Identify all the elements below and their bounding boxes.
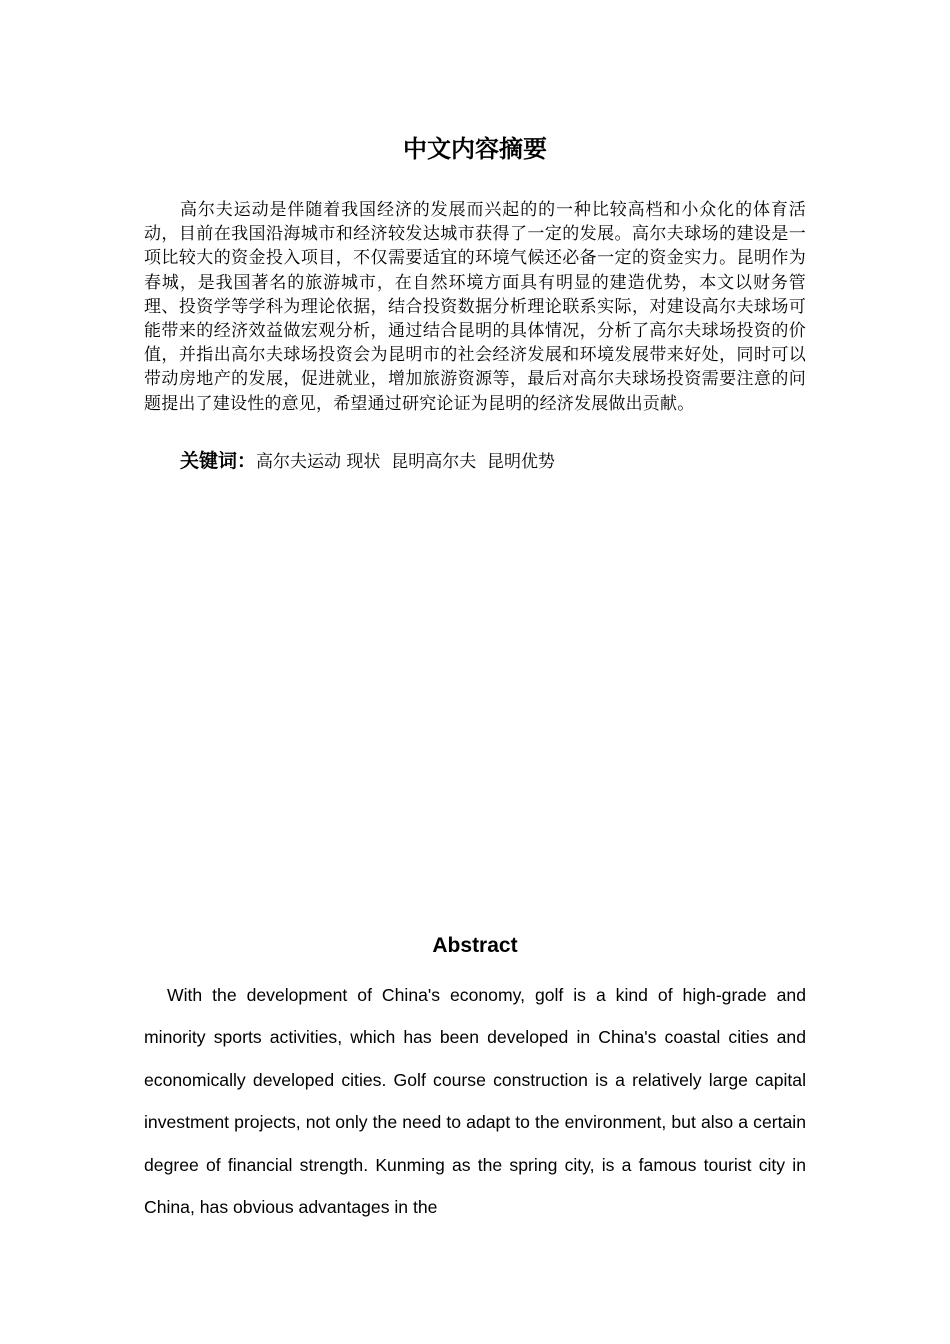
keywords-values: 高尔夫运动 现状 昆明高尔夫 昆明优势 — [256, 452, 556, 472]
chinese-abstract-body: 高尔夫运动是伴随着我国经济的发展而兴起的的一种比较高档和小众化的体育活动，目前在我国沿海城市和经济较发达城市获得了一定的发展。高尔夫球场的建设是一项比较大的资金投入项目，不仅需要适宜的环境气候还必备一定的资金实力。昆明作为春城，是我国著名的旅游城市，在自然环境方面具有明显的建造优势，本文以财务管理、投资学等学科为理论依据，结合投资数据分析理论联系实际，对建设高尔夫球场可能带来的经济效益做宏观分析，通过结合昆明的具体情况，分析了高尔夫球场投资的价值，并指出高尔夫球场投资会为昆明市的社会经济发展和环境发展带来好处，同时可以带动房地产的发展，促进就业，增加旅游资源等，最后对高尔夫球场投资需要注意的问题提出了建设性的意见，希望通过研究论证为昆明的经济发展做出贡献。 — [144, 200, 806, 414]
keywords-label: 关键词： — [180, 450, 257, 472]
english-abstract-title: Abstract — [432, 934, 518, 957]
english-abstract-body: With the development of China's economy, golf is a kind of high-grade and minority sports activities, which has been developed in China's coastal cities and economically developed cities. Golf course construction is a relatively large capital investment projects, not only the need to adapt to the environment, but also a certain degree of financial strength. Kunming as the spring city, is a famous tourist city in China, has obvious advantages in the — [144, 985, 806, 1218]
chinese-keywords-line — [180, 448, 806, 475]
chinese-abstract-title: 中文内容摘要 — [403, 135, 547, 163]
